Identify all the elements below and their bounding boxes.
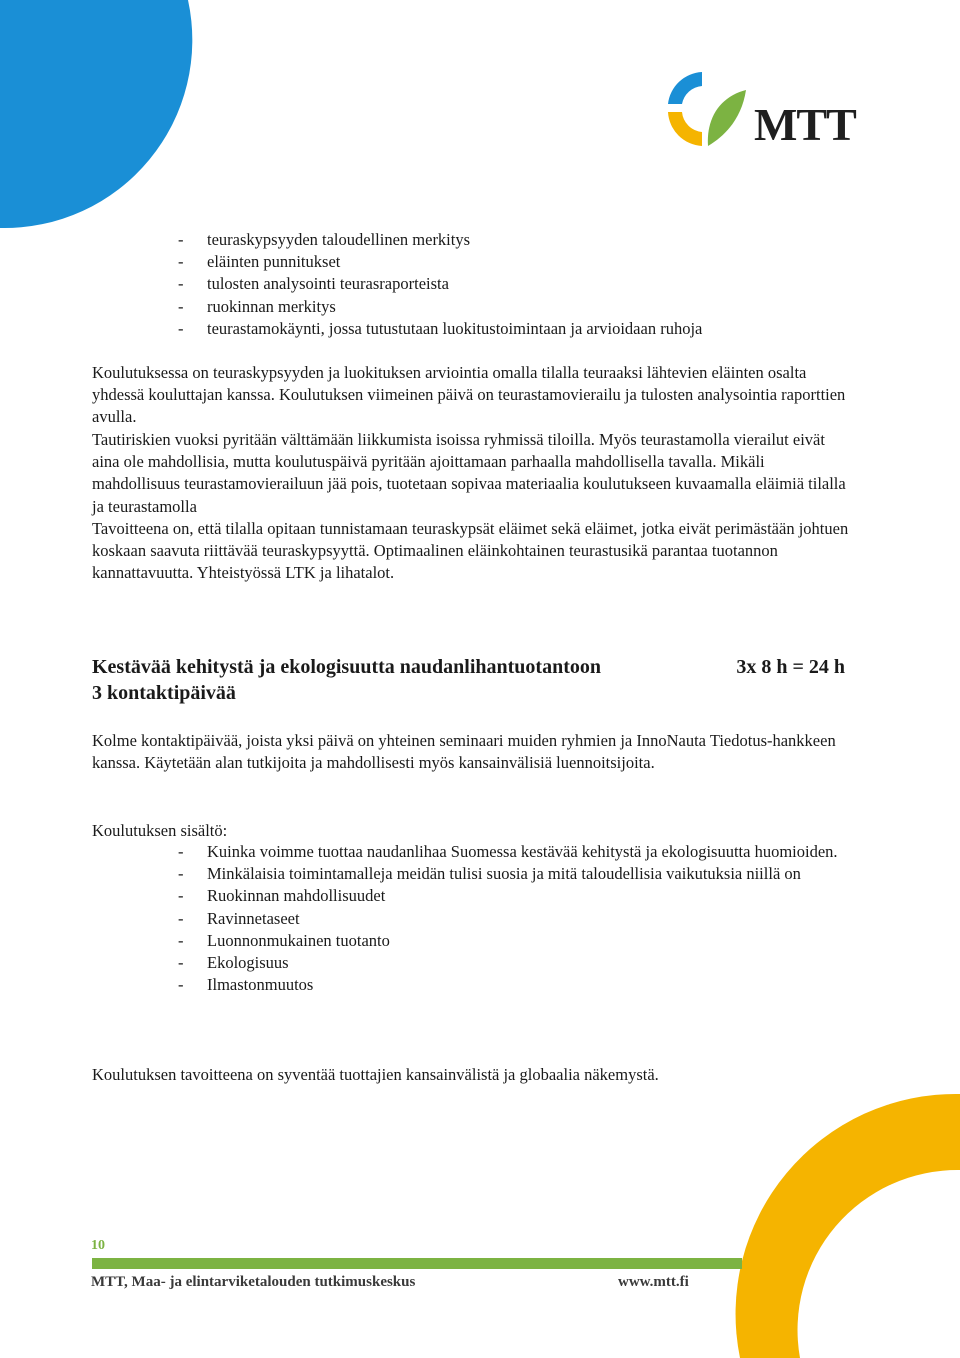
list-item: - Ilmastonmuutos [178,975,314,995]
list-item: - Ekologisuus [178,953,289,973]
section-intro: Kolme kontaktipäivää, joista yksi päivä on yhteinen seminaari muiden ryhmien ja InnoNauta Tiedotus-hankkeen kanssa. Käytetään alan tutkijoita ja mahdollisesti myös kansainvälisiä luennoitsijoita. [92,731,836,773]
logo-yellow-arc [668,112,702,146]
section-heading [92,654,852,706]
blue-arc-decoration [0,0,192,228]
list-item: - tulosten analysointi teurasraporteista [178,274,449,294]
section-goal: Koulutuksen tavoitteena on syventää tuottajien kansainvälistä ja globaalia näkemystä. [92,1065,659,1084]
logo-blue-arc [668,72,702,104]
section-contact-days: 3 kontaktipäivää [92,682,236,704]
footer-website-link[interactable]: www.mtt.fi [618,1274,689,1290]
footer-green-bar [92,1258,742,1269]
list-item: - teurastamokäynti, jossa tutustutaan luokitustoimintaan ja arvioidaan ruhoja [178,318,703,338]
contents-label: Koulutuksen sisältö: [92,821,228,840]
logo-green-leaf [708,90,746,146]
footer-organization: MTT, Maa- ja elintarviketalouden tutkimuskeskus [91,1274,416,1290]
paragraph-goal: Tavoitteena on, että tilalla opitaan tunnistamaan teuraskypsät eläimet sekä eläimet, jotka eivät perimästään johtuen koskaan saavuta riittävää teuraskypsyyttä. Optimaalinen eläinkohtainen teurastusikä parantaa tuotannon kannattavuutta. Yhteistyössä LTK ja lihatalot. [92,519,849,583]
page-number: 10 [91,1238,105,1253]
paragraph-disease-risks: Tautiriskien vuoksi pyritään välttämään liikkumista isoissa ryhmissä tiloilla. Myös teurastamolla vierailut eivät aina ole mahdollisia, mutta koulutuspäivä pyritään ajoittamaan parhaalla mahdollisella tavalla. Mikäli mahdollisuus teurastamovierailuun jää pois, tuotetaan sopivaa materiaalia koulutukseen kuvaamalla eläimiä tilalla ja teurastamolla [92,430,846,516]
mtt-logo-text: MTT [754,99,856,150]
list-item: - Kuinka voimme tuottaa naudanlihaa Suomessa kestävää kehitystä ja ekologisuutta huomioiden. [178,842,838,861]
top-topic-list [178,229,702,340]
section-title: Kestävää kehitystä ja ekologisuutta naudanlihantuotantoon [92,656,601,678]
paragraph-training-assessment: Koulutuksessa on teuraskypsyyden ja luokituksen arviointia omalla tilalla teuraaksi lähtevien eläinten osalta yhdessä kouluttajan kanssa. Koulutuksen viimeinen päivä on teurastamovierailu ja tulosten analysointia raporttien avulla. [92,363,846,427]
list-item: - teuraskypsyyden taloudellinen merkitys [178,230,471,249]
list-item: - Ruokinnan mahdollisuudet [178,886,386,906]
list-item: - Luonnonmukainen tuotanto [178,930,390,950]
list-item: - Minkälaisia toimintamalleja meidän tulisi suosia ja mitä taloudellisia vaikutuksia niillä on [178,864,801,884]
section-hours: 3x 8 h = 24 h [736,656,845,678]
list-item: - ruokinnan merkitys [178,296,336,316]
list-item: - Ravinnetaseet [178,908,300,928]
contents-list [178,841,858,996]
list-item: - eläinten punnitukset [178,252,341,272]
